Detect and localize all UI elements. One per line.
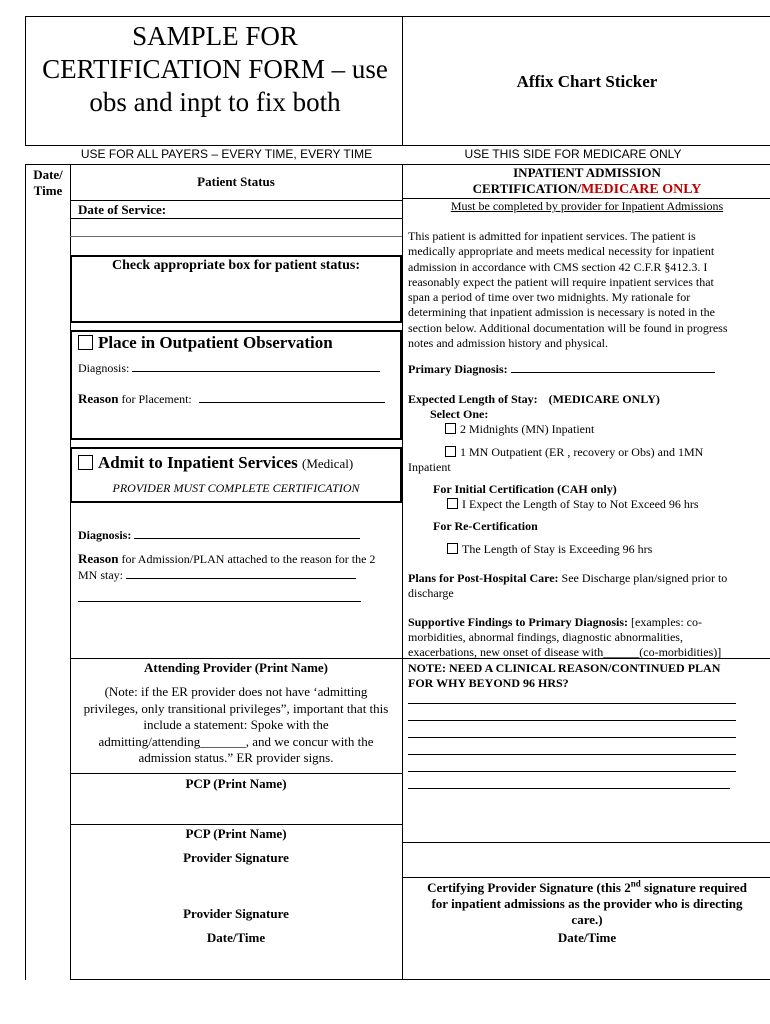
attending-note: (Note: if the ER provider does not have ‘admitting privileges, only transitional privileges”, important that this include a statement: Spoke with the admitting/attending_______, and we concur with the admission status.” ER provider signs. <box>83 684 389 765</box>
recert-label: For Re-Certification <box>433 519 538 533</box>
patient-status-heading: Patient Status <box>197 174 275 189</box>
check-status-heading: Check appropriate box for patient status: <box>112 258 360 273</box>
inpatient-diagnosis-label: Diagnosis: <box>78 528 132 542</box>
affix-chart-sticker: Affix Chart Sticker <box>516 72 658 91</box>
answer-line[interactable] <box>408 788 730 789</box>
expected-stay-medicare: (MEDICARE ONLY) <box>548 392 660 406</box>
title-line-2 <box>402 181 770 198</box>
provider-must-complete: PROVIDER MUST COMPLETE CERTIFICATION <box>112 481 360 495</box>
cert-sig-sup: nd <box>630 878 641 889</box>
observation-diagnosis-field[interactable] <box>132 361 380 372</box>
title-cert: CERTIFICATION/ <box>472 181 581 196</box>
option-1mn[interactable] <box>408 445 738 475</box>
supportive-label: Supportive Findings to Primary Diagnosis: <box>408 615 629 629</box>
observation-label: Place in Outpatient Observation <box>98 333 333 352</box>
option-2mn-checkbox[interactable] <box>445 423 456 434</box>
inpatient-reason-suffix: for Admission/PLAN attached to the reason for the 2 MN stay: <box>78 552 376 582</box>
observation-diagnosis-label: Diagnosis: <box>78 361 130 375</box>
select-one-label: Select One: <box>430 407 489 421</box>
date-time-label: Date/ Time <box>33 167 63 198</box>
observation-reason-label: Reason <box>78 391 119 406</box>
inpatient-reason <box>78 551 396 583</box>
post-hospital-care <box>408 571 738 601</box>
all-payers-banner: USE FOR ALL PAYERS – EVERY TIME, EVERY TIME <box>80 147 373 161</box>
medicare-banner: USE THIS SIDE FOR MEDICARE ONLY <box>464 147 682 161</box>
inpatient-checkbox[interactable] <box>78 455 93 470</box>
certifying-provider-signature <box>402 880 770 928</box>
option-2mn-label: 2 Midnights (MN) Inpatient <box>460 422 595 436</box>
form-title: SAMPLE FOR CERTIFICATION FORM – use obs and inpt to fix both <box>42 21 388 117</box>
supportive-findings <box>408 615 738 660</box>
observation-reason-suffix: for Placement: <box>121 392 192 406</box>
inpatient-reason-field[interactable] <box>126 570 356 579</box>
observation-reason <box>78 391 385 407</box>
option-96hrs-checkbox[interactable] <box>447 498 458 509</box>
title-medicare-only: MEDICARE ONLY <box>580 182 702 197</box>
cert-sig-part-a: Certifying Provider Signature (this 2 <box>427 880 631 895</box>
option-exceeding-checkbox[interactable] <box>447 543 458 554</box>
primary-diagnosis-label: Primary Diagnosis: <box>408 362 508 376</box>
inpatient-diagnosis <box>78 528 360 543</box>
provider-signature-2: Provider Signature <box>183 906 289 921</box>
answer-line[interactable] <box>408 737 736 738</box>
inpatient-reason-label: Reason <box>78 551 119 566</box>
date-of-service-label: Date of Service: <box>78 202 167 217</box>
pcp-print-name-1: PCP (Print Name) <box>185 776 287 791</box>
option-2mn[interactable] <box>445 422 594 437</box>
plans-label: Plans for Post-Hospital Care: <box>408 571 559 585</box>
option-exceeding-label: The Length of Stay is Exceeding 96 hrs <box>462 542 653 556</box>
plans-text: See Discharge plan/signed prior to discharge <box>408 571 728 600</box>
title-line-1: INPATIENT ADMISSION <box>513 165 661 180</box>
medical-necessity-paragraph: This patient is admitted for inpatient services. The patient is medically appropriate and meets medical necessity for inpatient admission in accordance with CMS section 42 C.F.R §412.3. I reasonably expect the patient will require inpatient services that span a period of time over two midnights. My rationale for determining that inpatient admission is necessary is noted in the section below. Additional documentation will be found in progress notes and admission history and physical. <box>408 229 728 351</box>
observation-reason-field[interactable] <box>199 392 385 403</box>
answer-line[interactable] <box>408 771 736 772</box>
answer-line[interactable] <box>408 720 736 721</box>
answer-line[interactable] <box>408 754 736 755</box>
inpatient-label: Admit to Inpatient Services <box>98 453 298 472</box>
inpatient-reason-line-2[interactable] <box>78 601 361 602</box>
inpatient-option[interactable] <box>78 453 353 473</box>
provider-signature-1: Provider Signature <box>183 850 289 865</box>
cert-sig-part-b: signature required for inpatient admissions as the provider who is directing care.) <box>431 880 747 927</box>
initial-cert-label: For Initial Certification (CAH only) <box>433 482 617 496</box>
option-1mn-label: 1 MN Outpatient (ER , recovery or Obs) and 1MN Inpatient <box>408 445 704 474</box>
primary-diagnosis <box>408 362 715 377</box>
must-complete-note: Must be completed by provider for Inpatient Admissions <box>450 199 724 213</box>
option-96hrs-label: I Expect the Length of Stay to Not Exceed 96 hrs <box>462 497 699 511</box>
left-date-time: Date/Time <box>206 930 266 945</box>
observation-diagnosis <box>78 361 380 376</box>
observation-option[interactable] <box>78 333 333 353</box>
right-date-time: Date/Time <box>557 930 617 945</box>
inpatient-diagnosis-field[interactable] <box>134 528 360 539</box>
pcp-print-name-2: PCP (Print Name) <box>185 826 287 841</box>
answer-line[interactable] <box>408 703 736 704</box>
expected-length-of-stay <box>408 392 660 407</box>
attending-provider-title: Attending Provider (Print Name) <box>143 660 329 675</box>
primary-diagnosis-field[interactable] <box>511 364 715 373</box>
option-1mn-checkbox[interactable] <box>445 446 456 457</box>
inpatient-label-suffix: (Medical) <box>301 456 354 471</box>
option-exceeding[interactable] <box>447 542 652 557</box>
expected-stay-label: Expected Length of Stay: <box>408 392 538 406</box>
observation-checkbox[interactable] <box>78 335 93 350</box>
clinical-reason-note: NOTE: NEED A CLINICAL REASON/CONTINUED PLAN FOR WHY BEYOND 96 HRS? <box>408 661 721 690</box>
inpatient-admission-title <box>402 165 770 198</box>
option-96hrs[interactable] <box>447 497 699 512</box>
supportive-text: [examples: co-morbidities, abnormal findings, diagnostic abnormalities, exacerbations, new onset of disease with______(co-morbidities)] <box>408 615 722 659</box>
